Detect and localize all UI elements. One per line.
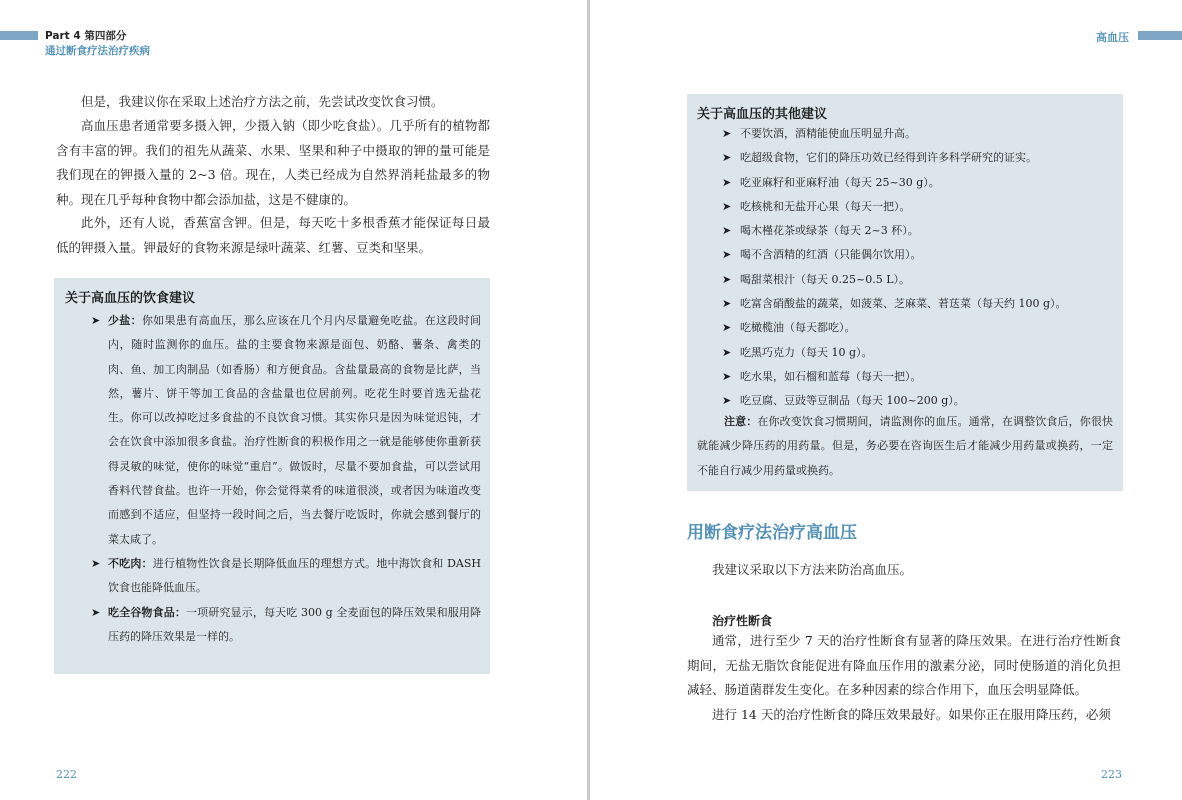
item-text: 吃水果，如石榴和蓝莓（每天一把）。 — [740, 369, 922, 383]
diet-advice-list — [91, 309, 481, 649]
body-paragraph: 但是，我建议你在采取上述治疗方法之前，先尝试改变饮食习惯。 — [81, 94, 444, 109]
left-page — [0, 0, 588, 800]
item-text: 吃富含硝酸盐的蔬菜，如菠菜、芝麻菜、莙荙菜（每天约 100 g）。 — [740, 297, 1067, 311]
list-item — [722, 122, 1117, 146]
right-page — [591, 0, 1182, 800]
item-text: 吃黑巧克力（每天 10 g）。 — [740, 345, 873, 359]
page-number: 223 — [1101, 768, 1122, 781]
item-label: 吃全谷物食品： — [108, 605, 186, 619]
arrow-bullet-icon: ➤ — [91, 605, 101, 619]
arrow-bullet-icon: ➤ — [722, 127, 732, 140]
arrow-bullet-icon: ➤ — [722, 394, 732, 408]
list-item — [91, 601, 481, 650]
item-text: 吃豆腐、豆豉等豆制品（每天 100~200 g）。 — [740, 394, 965, 408]
list-item — [722, 292, 1117, 316]
item-text: 一项研究显示，每天吃 300 g 全麦面包的降压效果和服用降压药的降压效果是一样的。 — [108, 605, 482, 643]
list-item — [722, 219, 1117, 243]
arrow-bullet-icon: ➤ — [722, 175, 732, 189]
arrow-bullet-icon: ➤ — [722, 369, 732, 383]
header-color-bar — [1138, 31, 1182, 40]
running-header-part: Part 4 第四部分 — [45, 30, 127, 42]
diet-advice-box — [54, 278, 490, 674]
arrow-bullet-icon: ➤ — [722, 248, 732, 262]
item-text: 喝木槿花茶或绿茶（每天 2~3 杯）。 — [740, 224, 919, 238]
arrow-bullet-icon: ➤ — [722, 199, 732, 213]
arrow-bullet-icon: ➤ — [722, 224, 732, 238]
list-item — [91, 552, 481, 601]
other-advice-box-title: 关于高血压的其他建议 — [697, 107, 828, 122]
arrow-bullet-icon: ➤ — [722, 345, 732, 359]
arrow-bullet-icon: ➤ — [722, 321, 732, 335]
list-item — [722, 268, 1117, 292]
list-item — [722, 341, 1117, 365]
item-text: 不要饮酒，酒精能使血压明显升高。 — [740, 127, 916, 140]
item-label: 不吃肉： — [108, 556, 153, 570]
item-text: 你如果患有高血压，那么应该在几个月内尽量避免吃盐。在这段时间内，随时监测你的血压。盐的主要食物来源是面包、奶酪、薯条、禽类的肉、鱼、加工肉制品（如香肠）和方便食品。含盐量最高的食物是比萨，当然，薯片、饼干等加工食品的含盐量也位居前列。吃花生时要首选无盐花生。你可以改掉吃过多食盐的不良饮食习惯。其实你只是因为味觉迟钝，才会在饮食中添加很多食盐。治疗性断食的积极作用之一就是能够使你重新获得灵敏的味觉，使你的味觉“重启”。做饭时，尽量不要加食盐，可以尝试用香料代替食盐。也许一开始，你会觉得菜肴的味道很淡，或者因为味道改变而感到不适应，但坚持一段时间之后，当去餐厅吃饭时，你就会感到餐厅的菜太咸了。 — [108, 314, 481, 546]
list-item — [722, 146, 1117, 170]
item-label: 少盐： — [108, 314, 142, 327]
list-item — [722, 171, 1117, 195]
book-gutter — [587, 0, 590, 800]
section-title: 用断食疗法治疗高血压 — [687, 523, 857, 543]
arrow-bullet-icon: ➤ — [722, 151, 732, 165]
list-item — [722, 365, 1117, 389]
diet-advice-box-title: 关于高血压的饮食建议 — [65, 291, 196, 306]
note-paragraph — [697, 410, 1113, 483]
note-text: 在你改变饮食习惯期间，请监测你的血压。通常，在调整饮食后，你很快就能减少降压药的用药量。但是，务必要在咨询医生后才能减少用药量或换药，一定不能自行减少用药量或换药。 — [697, 415, 1114, 477]
list-item — [722, 316, 1117, 340]
item-text: 进行植物性饮食是长期降低血压的理想方式。地中海饮食和 DASH 饮食也能降低血压。 — [108, 556, 482, 595]
other-advice-list — [722, 122, 1117, 414]
body-paragraph: 高血压患者通常要多摄入钾，少摄入钠（即少吃食盐）。几乎所有的植物都含有丰富的钾。我们的祖先从蔬菜、水果、坚果和种子中摄取的钾的量可能是我们现在的钾摄入量的 2~3 倍。现在，人类已经成为自然界消耗盐最多的物种。现在几乎每种食物中都会添加盐，这是不健康的。 — [56, 118, 490, 207]
arrow-bullet-icon: ➤ — [91, 556, 101, 570]
running-header-subtitle: 通过断食疗法治疗疾病 — [45, 45, 150, 57]
item-text: 吃橄榄油（每天都吃）。 — [740, 321, 856, 335]
body-paragraph: 通常，进行至少 7 天的治疗性断食有显著的降压效果。在进行治疗性断食期间，无盐无脂饮食能促进有降血压作用的激素分泌，同时使肠道的消化负担减轻、肠道菌群发生变化。在多种因素的综合作用下，血压会明显降低。 — [687, 633, 1121, 697]
arrow-bullet-icon: ➤ — [91, 314, 101, 327]
item-text: 吃亚麻籽和亚麻籽油（每天 25~30 g）。 — [740, 175, 940, 189]
subheading: 治疗性断食 — [712, 614, 773, 628]
intro-paragraph: 我建议采取以下方法来防治高血压。 — [712, 562, 913, 577]
body-paragraph: 此外，还有人说，香蕉富含钾。但是，每天吃十多根香蕉才能保证每日最低的钾摄入量。钾最好的食物来源是绿叶蔬菜、红薯、豆类和坚果。 — [56, 215, 490, 255]
item-text: 吃超级食物，它们的降压功效已经得到许多科学研究的证实。 — [740, 151, 1037, 165]
note-label: 注意： — [724, 415, 758, 428]
arrow-bullet-icon: ➤ — [722, 297, 732, 311]
list-item — [722, 195, 1117, 219]
list-item — [91, 309, 481, 552]
arrow-bullet-icon: ➤ — [722, 272, 732, 286]
other-advice-box — [687, 94, 1123, 491]
running-header-chapter: 高血压 — [1096, 31, 1129, 44]
body-paragraph: 进行 14 天的治疗性断食的降压效果最好。如果你正在服用降压药，必须 — [712, 707, 1111, 722]
list-item — [722, 243, 1117, 267]
item-text: 喝不含酒精的红酒（只能偶尔饮用）。 — [740, 248, 922, 262]
header-color-bar — [0, 31, 38, 40]
item-text: 吃核桃和无盐开心果（每天一把）。 — [740, 199, 911, 213]
item-text: 喝甜菜根汁（每天 0.25~0.5 L）。 — [740, 272, 910, 286]
page-number: 222 — [56, 768, 77, 781]
